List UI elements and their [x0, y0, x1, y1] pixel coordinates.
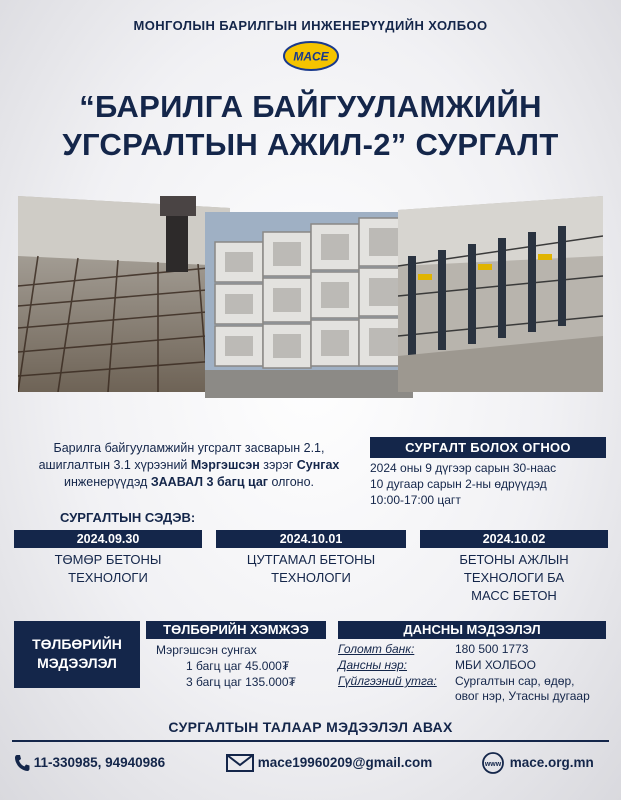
purpose-value-2: овог нэр, Утасны дугаар: [455, 689, 590, 703]
topic-name-2: ЦУТГАМАЛ БЕТОНЫ ТЕХНОЛОГИ: [246, 552, 376, 585]
topic-date-2: 2024.10.01: [216, 530, 406, 548]
contact-email[interactable]: [226, 752, 432, 774]
topic-date-3: 2024.10.02: [420, 530, 608, 548]
title-line-1: “БАРИЛГА БАЙГУУЛАМЖИЙН: [79, 89, 542, 124]
schedule-line-1: 2024 оны 9 дүгээр сарын 30-наас: [370, 461, 557, 475]
title-line-2: УГСРАЛТЫН АЖИЛ-2” СУРГАЛТ: [62, 127, 559, 162]
topic-name-1: ТӨМӨР БЕТОНЫ ТЕХНОЛОГИ: [54, 552, 162, 585]
mace-logo: [283, 41, 339, 71]
page-title: [0, 88, 621, 164]
intro-line-3: инженерүүдэд ЗААВАЛ 3 багц цаг олгоно.: [64, 475, 314, 489]
fee-row-2: 3 багц цаг 135.000₮: [186, 675, 296, 689]
bank-heading: ДАНСНЫ МЭДЭЭЛЭЛ: [338, 621, 606, 639]
account-name-label: Дансны нэр:: [338, 658, 408, 672]
email-address: mace19960209@gmail.com: [257, 755, 433, 770]
intro-line-1: Барилга байгууламжийн угсралт засварын 2.1,: [53, 441, 325, 455]
fee-info-block: ТӨЛБӨРИЙН МЭДЭЭЛЭЛ: [14, 621, 140, 688]
rebar-concrete-pouring-photo: [18, 196, 230, 392]
fee-heading: ТӨЛБӨРИЙН ХЭМЖЭЭ: [146, 621, 326, 639]
phone-icon: [14, 754, 30, 772]
schedule-text: [370, 460, 610, 508]
topic-date-1: 2024.09.30: [14, 530, 202, 548]
fee-label: Мэргэшсэн сунгах: [156, 643, 257, 657]
topic-name-3: БЕТОНЫ АЖЛЫН ТЕХНОЛОГИ БА МАСС БЕТОН: [459, 552, 569, 603]
formwork-construction-site-photo: [398, 196, 603, 392]
fee-row-1: 1 багц цаг 45.000₮: [186, 659, 290, 673]
logo-text: MACE: [293, 49, 329, 64]
contact-heading: СУРГАЛТЫН ТАЛААР МЭДЭЭЛЭЛ АВАХ: [168, 719, 453, 735]
intro-line-2: ашиглалтын 3.1 хүрээний Мэргэшсэн зэрэг Сунгах: [38, 458, 340, 472]
intro-paragraph: [24, 440, 354, 491]
envelope-icon: [226, 754, 254, 772]
organization-name: МОНГОЛЫН БАРИЛГЫН ИНЖЕНЕРҮҮДИЙН ХОЛБОО: [133, 18, 488, 33]
schedule-line-3: 10:00-17:00 цагт: [370, 493, 461, 507]
globe-icon: [480, 752, 506, 774]
bank-name-label: Голомт банк:: [338, 642, 415, 656]
contact-phone[interactable]: [14, 752, 165, 774]
schedule-line-2: 10 дугаар сарын 2-ны өдрүүдэд: [370, 477, 547, 491]
website-url: mace.org.mn: [509, 755, 594, 770]
purpose-label: Гүйлгээний утга:: [338, 674, 437, 688]
contact-website[interactable]: [480, 752, 594, 774]
schedule-heading: СУРГАЛТ БОЛОХ ОГНОО: [370, 437, 606, 458]
topics-heading: СУРГАЛТЫН СЭДЭВ:: [60, 510, 196, 525]
phone-numbers: 11-330985, 94940986: [33, 755, 166, 770]
account-name-value: МБИ ХОЛБОО: [455, 658, 536, 672]
svg-text:www: www: [484, 761, 502, 769]
precast-concrete-boxes-photo: [205, 212, 413, 398]
bank-account-number: 180 500 1773: [455, 642, 529, 656]
purpose-value-1: Сургалтын сар, өдөр,: [455, 674, 575, 688]
contact-divider: [12, 740, 609, 742]
